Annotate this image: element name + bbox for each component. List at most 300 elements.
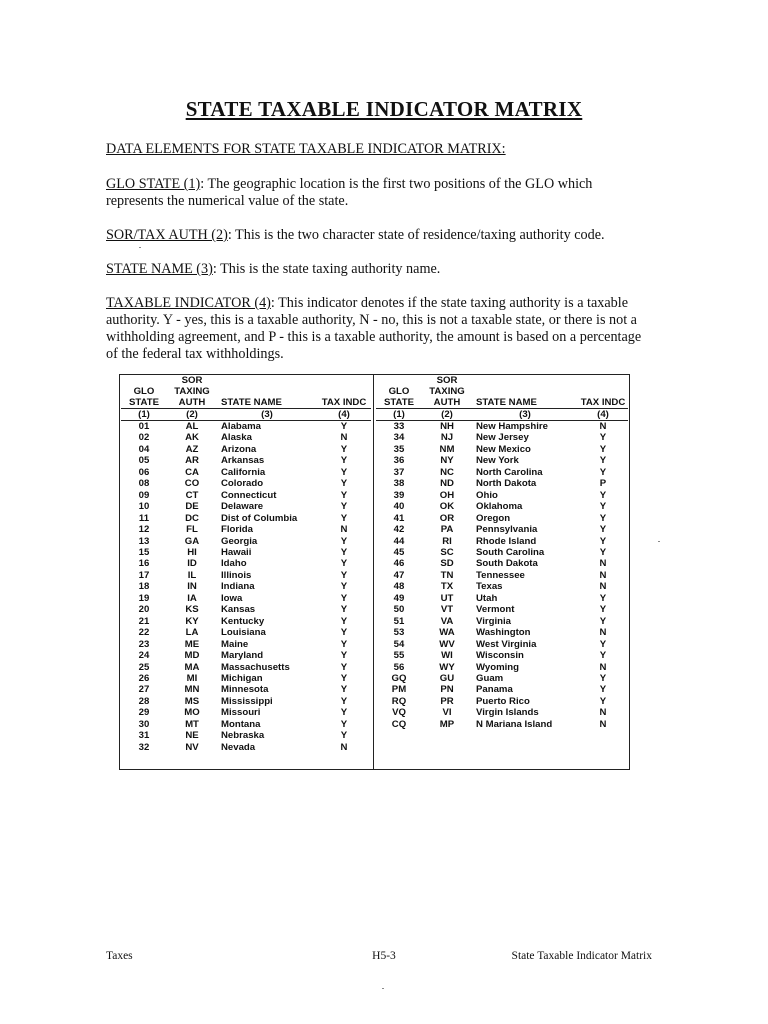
taxing-auth-cell: MT [185, 718, 199, 730]
taxing-auth-cell: OH [439, 489, 455, 501]
glo-state-cell: 46 [393, 558, 405, 570]
table-row [376, 547, 628, 558]
state-name-cell: Virginia [476, 615, 512, 627]
state-name-cell: Oregon [476, 512, 511, 524]
glo-state-cell: 10 [138, 501, 150, 513]
state-name-cell: Illinois [221, 569, 252, 581]
glo-state-cell: 54 [393, 638, 405, 650]
state-name-cell: Florida [221, 524, 253, 536]
table-row [121, 616, 371, 627]
taxing-auth-cell: AL [185, 421, 199, 432]
table-row [121, 593, 371, 604]
header-tax-indc: TAX INDC [321, 396, 367, 408]
glo-state-cell: 39 [393, 489, 405, 501]
state-name-cell: Arkansas [221, 455, 265, 467]
state-name-cell: Colorado [221, 478, 264, 490]
header-tax-indc: TAX INDC [580, 396, 626, 408]
glo-state-cell: 32 [138, 741, 150, 753]
tax-indc-cell: Y [340, 592, 348, 604]
state-name-cell: North Carolina [476, 466, 543, 478]
taxing-auth-cell: IL [187, 569, 197, 581]
state-name-cell: North Dakota [476, 478, 537, 490]
scan-speck [139, 247, 141, 248]
glo-state-cell: 33 [393, 421, 405, 432]
tax-indc-cell: Y [340, 661, 348, 673]
table-divider [373, 374, 374, 770]
table-row [376, 662, 628, 673]
taxing-auth-cell: IA [187, 592, 197, 604]
taxing-auth-cell: MI [186, 672, 198, 684]
tax-indc-cell: Y [599, 650, 607, 662]
tax-indc-cell: Y [340, 489, 348, 501]
table-row [376, 513, 628, 524]
table-row [376, 490, 628, 501]
taxing-auth-cell: RI [442, 535, 452, 547]
table-row [121, 558, 371, 569]
taxing-auth-cell: WA [439, 627, 455, 639]
col-number: (3) [217, 409, 317, 421]
glo-state-cell: 16 [138, 558, 150, 570]
glo-state-cell: 18 [138, 581, 150, 593]
taxing-auth-cell: NV [185, 741, 199, 753]
col-number: (1) [376, 409, 422, 421]
glo-state-cell: 02 [138, 432, 150, 444]
tax-indc-cell: N [340, 741, 348, 753]
table-row [121, 627, 371, 638]
table-row [121, 696, 371, 707]
state-name-cell: Massachusetts [221, 661, 290, 673]
glo-state-cell: 04 [138, 443, 150, 455]
state-name-cell: Dist of Columbia [221, 512, 298, 524]
tax-indc-cell: N [340, 432, 348, 444]
glo-state-cell: 44 [393, 535, 405, 547]
taxing-auth-cell: NY [440, 455, 454, 467]
taxing-auth-cell: NH [440, 421, 454, 432]
glo-state-cell: RQ [391, 695, 407, 707]
taxing-auth-cell: SD [440, 558, 454, 570]
tax-indc-cell: Y [340, 695, 348, 707]
table-row [121, 719, 371, 730]
tax-indc-cell: Y [340, 535, 348, 547]
table-row [121, 455, 371, 466]
glo-state-cell: 26 [138, 672, 150, 684]
state-name-cell: Wyoming [476, 661, 519, 673]
scan-speck [658, 541, 660, 542]
glo-state-cell: 23 [138, 638, 150, 650]
tax-indc-cell: N [599, 421, 607, 432]
glo-state-cell: 41 [393, 512, 405, 524]
definition-state-name [106, 261, 646, 278]
taxing-auth-cell: GA [184, 535, 200, 547]
taxing-auth-cell: VT [440, 604, 454, 616]
taxing-auth-cell: CO [184, 478, 200, 490]
taxing-auth-cell: CT [185, 489, 199, 501]
glo-state-cell: 21 [138, 615, 150, 627]
taxing-auth-cell: TN [440, 569, 454, 581]
taxing-auth-cell: AK [185, 432, 199, 444]
state-name-cell: Pennsylvania [476, 524, 538, 536]
glo-state-cell: 35 [393, 443, 405, 455]
definition-term: TAXABLE INDICATOR (4) [106, 295, 271, 311]
header-sor: SOR [181, 374, 203, 386]
state-name-cell: California [221, 466, 266, 478]
glo-state-cell: 36 [393, 455, 405, 467]
glo-state-cell: 31 [138, 730, 150, 742]
tax-indc-cell: N [599, 558, 607, 570]
table-row [376, 467, 628, 478]
header-state-name: STATE NAME [221, 396, 282, 408]
tax-indc-cell: Y [599, 489, 607, 501]
tax-indc-cell: Y [599, 615, 607, 627]
table-row [376, 627, 628, 638]
glo-state-cell: 55 [393, 650, 405, 662]
state-name-cell: New Jersey [476, 432, 529, 444]
tax-indc-cell: Y [340, 421, 348, 432]
tax-indc-cell: Y [340, 650, 348, 662]
col-number: (4) [317, 409, 371, 421]
col-number: (2) [167, 409, 217, 421]
glo-state-cell: 45 [393, 546, 405, 558]
table-row [376, 455, 628, 466]
tax-indc-cell: Y [340, 501, 348, 513]
tax-indc-cell: Y [340, 546, 348, 558]
taxing-auth-cell: NJ [440, 432, 454, 444]
col-number: (3) [472, 409, 578, 421]
taxing-auth-cell: WI [441, 650, 453, 662]
state-name-cell: Georgia [221, 535, 258, 547]
state-name-cell: Wisconsin [476, 650, 524, 662]
state-name-cell: Texas [476, 581, 503, 593]
state-name-cell: Connecticut [221, 489, 277, 501]
table-row [121, 707, 371, 718]
tax-indc-cell: Y [340, 581, 348, 593]
tax-indc-cell: N [599, 581, 607, 593]
table-row [121, 478, 371, 489]
taxing-auth-cell: NM [439, 443, 455, 455]
taxing-auth-cell: KY [185, 615, 199, 627]
table-row [121, 581, 371, 592]
state-name-cell: Alabama [221, 421, 261, 432]
tax-indc-cell: Y [599, 695, 607, 707]
glo-state-cell: 01 [138, 421, 150, 432]
glo-state-cell: VQ [392, 707, 406, 719]
definition-text: : This indicator denotes if the state taxing authority is a taxable authority. Y - yes, this is a taxable authority, N - no, this is not a taxable state, or there is not a withholding agreement, and P - this is a taxable authority, the amount is based on a percentage of the federal tax withholdings. [106, 295, 642, 362]
table-row [121, 673, 371, 684]
tax-indc-cell: Y [340, 455, 348, 467]
state-name-cell: Iowa [221, 592, 243, 604]
header-taxing-auth: TAXING AUTH [429, 386, 465, 408]
tax-indc-cell: Y [340, 604, 348, 616]
taxing-auth-cell: MD [184, 650, 200, 662]
table-row [376, 581, 628, 592]
table-row [376, 536, 628, 547]
table-row [121, 513, 371, 524]
tax-indc-cell: Y [340, 707, 348, 719]
matrix-table-left [121, 375, 371, 753]
glo-state-cell: 40 [393, 501, 405, 513]
table-row [376, 421, 628, 433]
taxing-auth-cell: HI [187, 546, 197, 558]
table-row [376, 478, 628, 489]
table-row [121, 742, 371, 753]
tax-indc-cell: N [599, 718, 607, 730]
tax-indc-cell: Y [599, 455, 607, 467]
state-name-cell: New Hampshire [476, 421, 548, 432]
definition-term: GLO STATE (1) [106, 176, 201, 192]
state-name-cell: Nebraska [221, 730, 265, 742]
glo-state-cell: 28 [138, 695, 150, 707]
taxing-auth-cell: DE [185, 501, 199, 513]
taxing-auth-cell: DC [185, 512, 199, 524]
taxing-auth-cell: ME [184, 638, 200, 650]
table-row [376, 432, 628, 443]
state-name-cell: Idaho [221, 558, 247, 570]
tax-indc-cell: Y [340, 512, 348, 524]
glo-state-cell: CQ [391, 718, 407, 730]
table-row [121, 467, 371, 478]
state-name-cell: Rhode Island [476, 535, 537, 547]
tax-indc-cell: Y [599, 432, 607, 444]
glo-state-cell: 38 [393, 478, 405, 490]
taxing-auth-cell: MO [184, 707, 200, 719]
col-number: (4) [578, 409, 628, 421]
taxing-auth-cell: OK [439, 501, 455, 513]
taxing-auth-cell: IN [187, 581, 197, 593]
tax-indc-cell: N [599, 661, 607, 673]
taxing-auth-cell: MS [184, 695, 200, 707]
state-name-cell: New Mexico [476, 443, 531, 455]
definition-sor-tax-auth [106, 227, 646, 244]
table-row [121, 490, 371, 501]
glo-state-cell: 09 [138, 489, 150, 501]
col-number: (2) [422, 409, 472, 421]
glo-state-cell: 29 [138, 707, 150, 719]
tax-indc-cell: N [599, 707, 607, 719]
glo-state-cell: 11 [138, 512, 150, 524]
table-row [121, 524, 371, 535]
state-name-cell: Ohio [476, 489, 498, 501]
footer-page-number: H5-3 [372, 950, 396, 962]
taxing-auth-cell: ND [440, 478, 454, 490]
taxing-auth-cell: PN [440, 684, 454, 696]
glo-state-cell: 24 [138, 650, 150, 662]
table-row [376, 444, 628, 455]
col-number: (1) [121, 409, 167, 421]
table-row [376, 719, 628, 730]
glo-state-cell: 48 [393, 581, 405, 593]
taxing-auth-cell: MA [184, 661, 200, 673]
state-name-cell: Indiana [221, 581, 255, 593]
state-name-cell: Guam [476, 672, 504, 684]
definition-term: STATE NAME (3) [106, 261, 213, 277]
taxing-auth-cell: SC [440, 546, 454, 558]
glo-state-cell: 37 [393, 466, 405, 478]
table-row [121, 639, 371, 650]
glo-state-cell: 12 [138, 524, 150, 536]
tax-indc-cell: Y [340, 672, 348, 684]
state-name-cell: Minnesota [221, 684, 269, 696]
page-title: STATE TAXABLE INDICATOR MATRIX [185, 97, 583, 121]
table-row [121, 536, 371, 547]
tax-indc-cell: Y [340, 684, 348, 696]
glo-state-cell: 08 [138, 478, 150, 490]
tax-indc-cell: Y [340, 718, 348, 730]
state-name-cell: Arizona [221, 443, 257, 455]
state-name-cell: Oklahoma [476, 501, 523, 513]
footer-right: State Taxable Indicator Matrix [511, 950, 652, 962]
taxing-auth-cell: WV [439, 638, 455, 650]
taxing-auth-cell: PR [440, 695, 454, 707]
state-name-cell: Kansas [221, 604, 256, 616]
glo-state-cell: 17 [138, 569, 150, 581]
definition-text: : This is the state taxing authority name. [212, 261, 441, 277]
tax-indc-cell: P [599, 478, 607, 490]
state-name-cell: Montana [221, 718, 261, 730]
state-name-cell: Vermont [476, 604, 515, 616]
tax-indc-cell: N [599, 569, 607, 581]
state-name-cell: Virgin Islands [476, 707, 539, 719]
taxing-auth-cell: CA [185, 466, 199, 478]
taxing-auth-cell: NE [185, 730, 199, 742]
table-row [376, 524, 628, 535]
table-row [121, 547, 371, 558]
state-name-cell: Alaska [221, 432, 252, 444]
glo-state-cell: PM [391, 684, 407, 696]
tax-indc-cell: Y [599, 535, 607, 547]
header-glo-state: GLO STATE [383, 386, 415, 408]
tax-indc-cell: Y [340, 466, 348, 478]
header-state-name: STATE NAME [476, 396, 537, 408]
glo-state-cell: 50 [393, 604, 405, 616]
tax-indc-cell: Y [599, 524, 607, 536]
table-row [121, 604, 371, 615]
glo-state-cell: 15 [138, 546, 150, 558]
glo-state-cell: 13 [138, 535, 150, 547]
table-row [376, 696, 628, 707]
table-row [376, 593, 628, 604]
tax-indc-cell: Y [599, 501, 607, 513]
tax-indc-cell: Y [599, 546, 607, 558]
state-name-cell: Michigan [221, 672, 263, 684]
tax-indc-cell: Y [599, 592, 607, 604]
matrix-table-right [376, 375, 628, 730]
taxing-auth-cell: MP [439, 718, 455, 730]
definition-glo-state [106, 176, 646, 210]
glo-state-cell: 30 [138, 718, 150, 730]
state-name-cell: New York [476, 455, 519, 467]
taxing-auth-cell: FL [186, 524, 198, 536]
state-name-cell: Kentucky [221, 615, 265, 627]
tax-indc-cell: Y [340, 627, 348, 639]
header-sor: SOR [436, 374, 458, 386]
table-row [121, 432, 371, 443]
glo-state-cell: 51 [393, 615, 405, 627]
tax-indc-cell: Y [599, 684, 607, 696]
taxing-auth-cell: UT [440, 592, 454, 604]
tax-indc-cell: Y [599, 672, 607, 684]
table-row [376, 684, 628, 695]
state-name-cell: Delaware [221, 501, 264, 513]
glo-state-cell: 42 [393, 524, 405, 536]
taxing-auth-cell: GU [439, 672, 455, 684]
table-row [376, 673, 628, 684]
table-row [121, 421, 371, 433]
tax-indc-cell: Y [340, 569, 348, 581]
taxing-auth-cell: ID [187, 558, 197, 570]
header-glo-state: GLO STATE [128, 386, 160, 408]
tax-indc-cell: Y [340, 615, 348, 627]
state-name-cell: Louisiana [221, 627, 266, 639]
taxing-auth-cell: NC [440, 466, 454, 478]
table-row [376, 707, 628, 718]
tax-indc-cell: Y [340, 558, 348, 570]
glo-state-cell: 34 [393, 432, 405, 444]
state-name-cell: West Virginia [476, 638, 537, 650]
tax-indc-cell: Y [340, 443, 348, 455]
taxing-auth-cell: MN [184, 684, 200, 696]
glo-state-cell: 49 [393, 592, 405, 604]
tax-indc-cell: Y [599, 443, 607, 455]
glo-state-cell: 47 [393, 569, 405, 581]
taxing-auth-cell: VA [440, 615, 454, 627]
taxing-auth-cell: KS [185, 604, 199, 616]
taxing-auth-cell: AZ [185, 443, 199, 455]
tax-indc-cell: Y [340, 478, 348, 490]
footer-left: Taxes [106, 950, 133, 962]
table-row [121, 570, 371, 581]
glo-state-cell: 22 [138, 627, 150, 639]
glo-state-cell: 53 [393, 627, 405, 639]
header-taxing-auth: TAXING AUTH [174, 386, 210, 408]
section-subtitle: DATA ELEMENTS FOR STATE TAXABLE INDICATOR MATRIX: [106, 141, 506, 157]
state-name-cell: Maryland [221, 650, 264, 662]
glo-state-cell: GQ [391, 672, 407, 684]
matrix-body-left [121, 421, 371, 754]
table-row [376, 558, 628, 569]
definition-text: : The geographic location is the first two positions of the GLO which represents the numerical value of the state. [106, 176, 593, 209]
state-name-cell: Mississippi [221, 695, 273, 707]
state-name-cell: Maine [221, 638, 249, 650]
table-row [376, 639, 628, 650]
tax-indc-cell: Y [340, 638, 348, 650]
state-name-cell: South Carolina [476, 546, 545, 558]
table-row [376, 501, 628, 512]
definition-text: : This is the two character state of residence/taxing authority code. [227, 227, 605, 243]
state-name-cell: Utah [476, 592, 498, 604]
glo-state-cell: 06 [138, 466, 150, 478]
table-row [121, 662, 371, 673]
state-name-cell: N Mariana Island [476, 718, 553, 730]
taxing-auth-cell: TX [440, 581, 454, 593]
table-row [121, 730, 371, 741]
tax-indc-cell: Y [599, 638, 607, 650]
definition-taxable-indicator [106, 295, 646, 363]
table-row [376, 570, 628, 581]
scan-speck [382, 988, 384, 989]
tax-indc-cell: Y [599, 466, 607, 478]
table-row [376, 604, 628, 615]
taxing-auth-cell: AR [185, 455, 199, 467]
state-name-cell: Hawaii [221, 546, 252, 558]
matrix-body-right [376, 421, 628, 731]
taxing-auth-cell: OR [439, 512, 455, 524]
state-name-cell: Washington [476, 627, 531, 639]
definition-term: SOR/TAX AUTH (2) [106, 227, 228, 243]
taxing-auth-cell: VI [442, 707, 452, 719]
table-row [376, 616, 628, 627]
state-name-cell: Nevada [221, 741, 256, 753]
glo-state-cell: 20 [138, 604, 150, 616]
